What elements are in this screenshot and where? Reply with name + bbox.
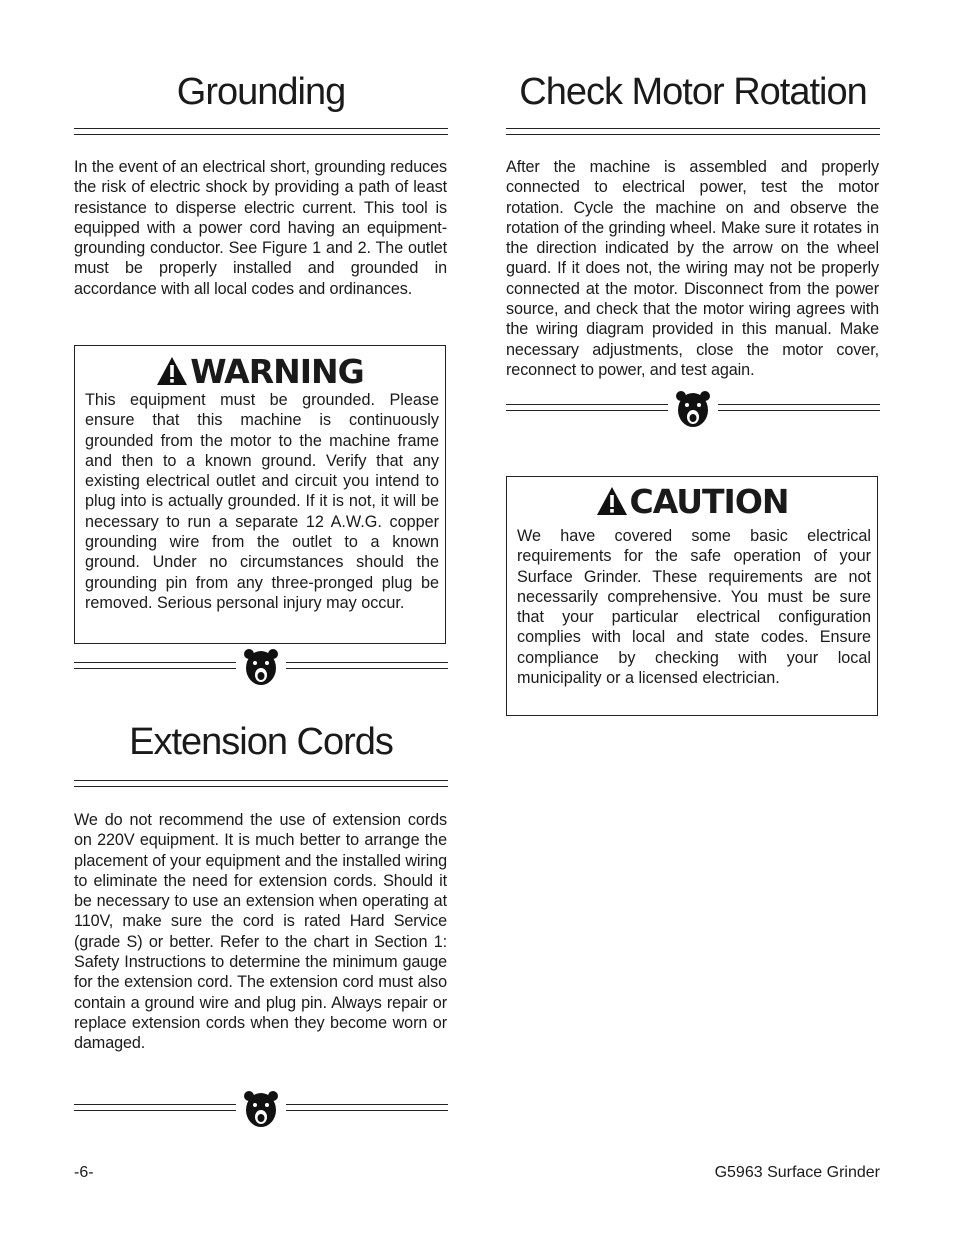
warning-triangle-icon bbox=[156, 356, 188, 386]
caution-title bbox=[507, 484, 877, 520]
motor-paragraph: After the machine is assembled and properly connected to electrical power, test the motor rotation. Cycle the machine on and observe the rotation of the grinding wheel. Make sure it rotates in the direction indicated by the arrow on the wheel guard. If it does not, the wiring may not be properly connected at the motor. Disconnect from the power source, and check that the motor wiring agrees with the wiring diagram provided in this manual. Make necessary adjustments, close the motor cover, reconnect to power, and test again. bbox=[506, 158, 879, 379]
bear-divider bbox=[74, 1090, 448, 1130]
motor-heading: Check Motor Rotation bbox=[519, 71, 867, 113]
caution-box bbox=[506, 476, 878, 716]
bear-logo-icon bbox=[675, 390, 711, 430]
bear-logo-icon bbox=[243, 648, 279, 688]
model-name: G5963 Surface Grinder bbox=[714, 1164, 880, 1181]
extension-paragraph: We do not recommend the use of extension cords on 220V equipment. It is much better to arrange the placement of your equipment and the installed wiring to eliminate the need for extension cords. Should it be necessary to use an extension when operating at 110V, make sure the cord is rated Hard Service (grade S) or better. Refer to the chart in Section 1: Safety Instructions to determine the minimum gauge for the extension cord. The extension cord must also contain a ground wire and plug pin. Always repair or replace extension cords when they become worn or damaged. bbox=[74, 811, 447, 1053]
bear-divider bbox=[74, 648, 448, 688]
caution-text: We have covered some basic electrical requirements for the safe operation of your Surface Grinder. These requirements are not necessarily comprehensive. You must be sure that your particular electrical configuration complies with local and state codes. Ensure compliance by checking with your local municipality or a licensed electrician. bbox=[517, 527, 871, 688]
warning-title bbox=[75, 354, 445, 390]
bear-logo-icon bbox=[243, 1090, 279, 1130]
extension-heading: Extension Cords bbox=[129, 721, 393, 763]
page-number: -6- bbox=[74, 1164, 94, 1181]
warning-box bbox=[74, 345, 446, 644]
heading-rule bbox=[74, 780, 448, 787]
right-column bbox=[506, 0, 880, 1235]
heading-rule bbox=[74, 128, 448, 135]
left-column bbox=[74, 0, 448, 1235]
warning-title-text: WARNING bbox=[190, 352, 364, 391]
warning-triangle-icon bbox=[596, 486, 628, 516]
grounding-paragraph: In the event of an electrical short, grounding reduces the risk of electric shock by providing a path of least resistance to disperse electric current. This tool is equipped with a power cord having an equipment-grounding conductor. See Figure 1 and 2. The outlet must be properly installed and grounded in accordance with all local codes and ordinances. bbox=[74, 158, 447, 298]
warning-text: This equipment must be grounded. Please ensure that this machine is continuously grounded from the motor to the machine frame and then to a known ground. Verify that any existing electrical outlet and circuit you intend to plug into is actually grounded. If it is not, it will be necessary to run a separate 12 A.W.G. copper grounding wire from the outlet to a known ground. Under no circumstances should the grounding pin from any three-pronged plug be removed. Serious personal injury may occur. bbox=[85, 391, 439, 612]
heading-rule bbox=[506, 128, 880, 135]
bear-divider bbox=[506, 390, 880, 430]
caution-title-text: CAUTION bbox=[629, 482, 789, 521]
grounding-heading: Grounding bbox=[176, 71, 346, 113]
